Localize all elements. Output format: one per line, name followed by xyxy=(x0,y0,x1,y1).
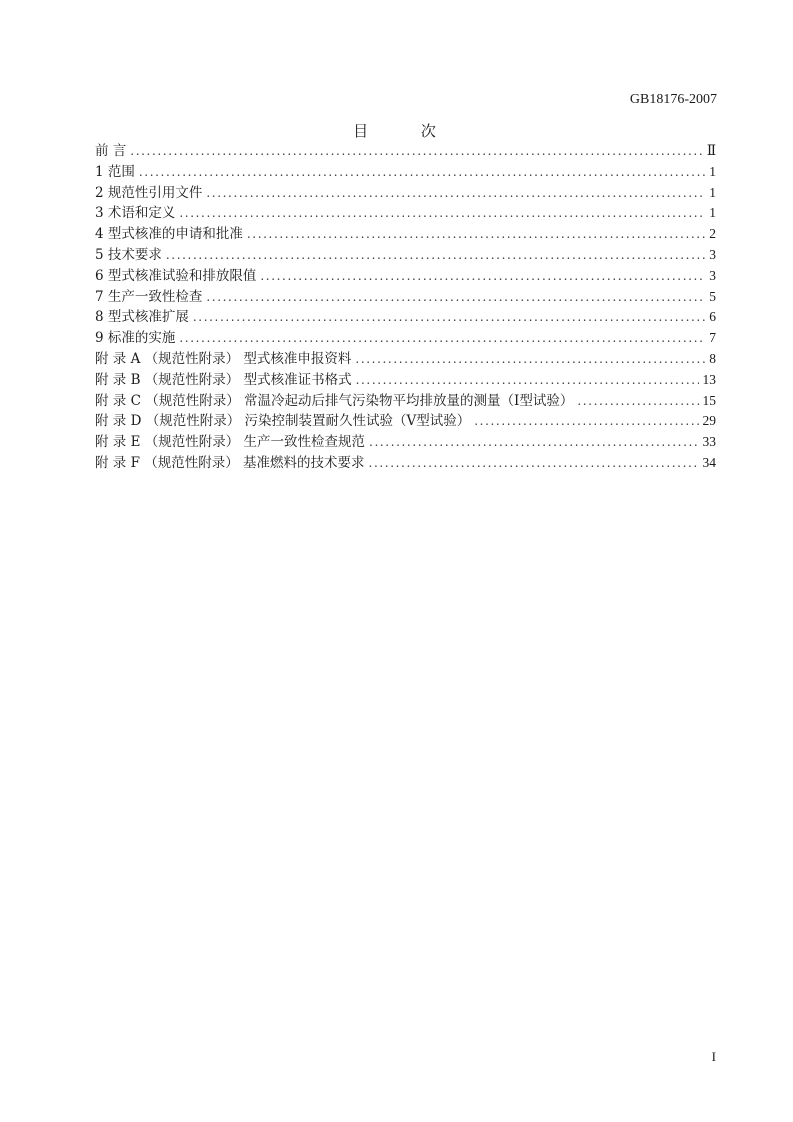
toc-entry-page: 7 xyxy=(709,330,716,346)
toc-entry[interactable] xyxy=(95,411,716,432)
toc-entry[interactable] xyxy=(95,245,716,266)
toc-leader-dots xyxy=(206,287,705,308)
toc-entry-label: 附 录 B （规范性附录） 型式核准证书格式 xyxy=(95,371,352,388)
toc-entry-label: 3 术语和定义 xyxy=(95,205,176,222)
toc-entry[interactable] xyxy=(95,162,716,183)
toc-leader-dots xyxy=(130,141,703,162)
toc-entry-page: 6 xyxy=(709,309,716,325)
toc-entry[interactable] xyxy=(95,183,716,204)
toc-entry-label: 8 型式核准扩展 xyxy=(95,309,189,326)
toc-entry-page: 5 xyxy=(709,288,716,304)
toc-leader-dots xyxy=(166,245,705,266)
toc-entry-page: 1 xyxy=(709,205,716,221)
toc-entry-label: 附 录 D （规范性附录） 污染控制装置耐久性试验（Ⅴ型试验） xyxy=(95,413,471,430)
toc-entry-label: 附 录 E （规范性附录） 生产一致性检查规范 xyxy=(95,434,366,451)
toc-entry-page: 1 xyxy=(709,163,716,179)
toc-entry-label: 5 技术要求 xyxy=(95,246,162,263)
toc-leader-dots xyxy=(193,307,705,328)
toc-entry-page: 8 xyxy=(709,350,716,366)
toc-entry[interactable] xyxy=(95,453,716,474)
toc-entry[interactable] xyxy=(95,141,716,162)
toc-entry-page: 29 xyxy=(702,413,716,429)
toc-entry[interactable] xyxy=(95,349,716,370)
toc-leader-dots xyxy=(474,411,698,432)
toc-entry-page: 33 xyxy=(702,434,716,450)
toc-entry[interactable] xyxy=(95,370,716,391)
toc-entry-page: 1 xyxy=(709,184,716,200)
toc-leader-dots xyxy=(179,203,705,224)
toc-entry[interactable] xyxy=(95,224,716,245)
toc-entry-page: 34 xyxy=(702,454,716,470)
toc-entry-label: 附 录 A （规范性附录） 型式核准申报资料 xyxy=(95,350,352,367)
toc-leader-dots xyxy=(356,370,699,391)
toc-entry-page: 13 xyxy=(702,371,716,387)
table-of-contents xyxy=(95,141,716,474)
toc-entry-label: 1 范围 xyxy=(95,163,135,180)
standard-code: GB18176-2007 xyxy=(629,92,717,107)
toc-entry-label: 前 言 xyxy=(95,143,127,159)
toc-leader-dots xyxy=(577,391,698,412)
toc-leader-dots xyxy=(369,453,699,474)
toc-title: 目 次 xyxy=(353,122,460,140)
toc-leader-dots xyxy=(139,162,705,183)
toc-entry-page: 3 xyxy=(709,267,716,283)
toc-entry-page: 15 xyxy=(702,392,716,408)
toc-entry-label: 9 标准的实施 xyxy=(95,330,176,347)
toc-entry-label: 附 录 F （规范性附录） 基准燃料的技术要求 xyxy=(95,454,365,471)
toc-entry-page: 2 xyxy=(709,226,716,242)
toc-entry[interactable] xyxy=(95,328,716,349)
toc-entry-page: 3 xyxy=(709,246,716,262)
toc-leader-dots xyxy=(247,224,705,245)
toc-entry-page: Ⅱ xyxy=(706,143,716,158)
page-number: I xyxy=(711,1049,716,1064)
toc-entry[interactable] xyxy=(95,266,716,287)
toc-leader-dots xyxy=(369,432,698,453)
toc-entry-label: 7 生产一致性检查 xyxy=(95,288,203,305)
toc-entry-label: 4 型式核准的申请和批准 xyxy=(95,226,243,243)
toc-entry[interactable] xyxy=(95,287,716,308)
toc-entry[interactable] xyxy=(95,391,716,412)
toc-leader-dots xyxy=(355,349,705,370)
toc-entry[interactable] xyxy=(95,432,716,453)
toc-entry-label: 6 型式核准试验和排放限值 xyxy=(95,267,257,284)
toc-entry-label: 2 规范性引用文件 xyxy=(95,184,203,201)
toc-entry[interactable] xyxy=(95,307,716,328)
toc-leader-dots xyxy=(206,183,705,204)
toc-entry-label: 附 录 C （规范性附录） 常温冷起动后排气污染物平均排放量的测量（Ⅰ型试验） xyxy=(95,392,574,409)
toc-entry[interactable] xyxy=(95,203,716,224)
toc-leader-dots xyxy=(260,266,705,287)
toc-leader-dots xyxy=(179,328,705,349)
